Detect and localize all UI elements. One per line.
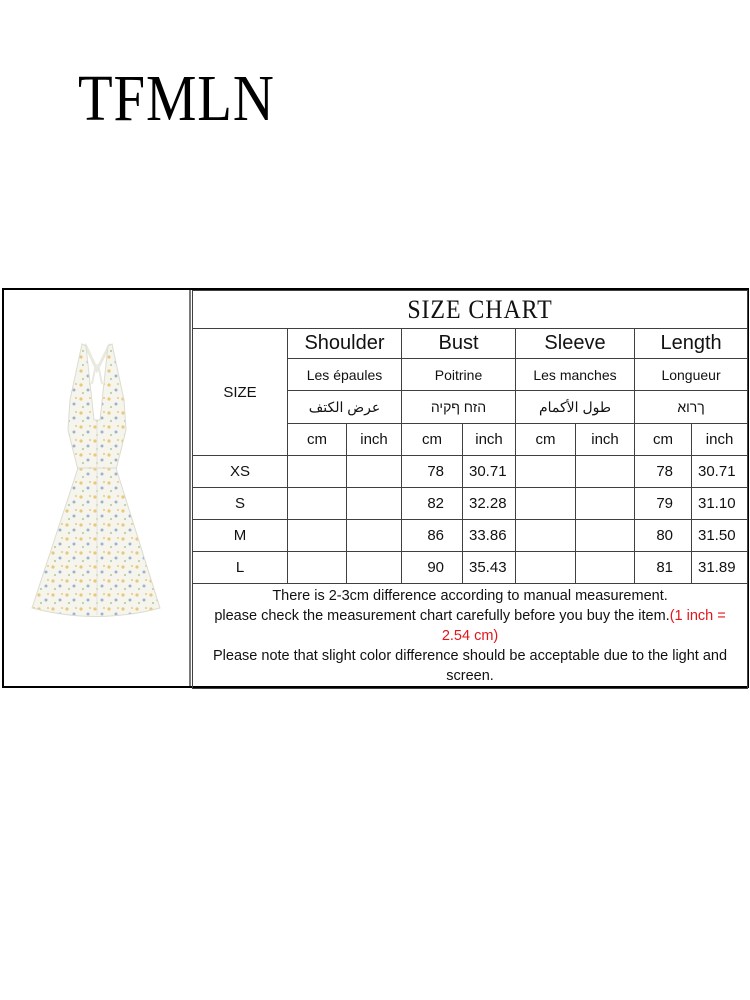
note-line-2: please check the measurement chart carefully before you buy the item.(1 inch = 2.54 cm) — [214, 608, 726, 644]
length-cm-cell: 80 — [635, 520, 692, 552]
header-shoulder: Shoulder — [288, 329, 402, 359]
bust-cm-cell: 82 — [402, 488, 463, 520]
unit-inch: inch — [576, 424, 635, 456]
sleeve-cm-cell — [516, 488, 576, 520]
size-cell: S — [193, 488, 288, 520]
unit-cm: cm — [402, 424, 463, 456]
header-sleeve-local: طول الأكمام — [516, 391, 635, 424]
bust-inch-cell: 32.28 — [463, 488, 516, 520]
header-shoulder-fr: Les épaules — [288, 359, 402, 391]
bust-cm-cell: 78 — [402, 456, 463, 488]
header-bust-fr: Poitrine — [402, 359, 516, 391]
unit-inch: inch — [692, 424, 748, 456]
length-inch-cell: 31.50 — [692, 520, 748, 552]
header-bust: Bust — [402, 329, 516, 359]
header-sleeve-fr: Les manches — [516, 359, 635, 391]
dress-image — [22, 340, 172, 640]
sleeve-inch-cell — [576, 520, 635, 552]
bust-inch-cell: 35.43 — [463, 552, 516, 584]
shoulder-cm-cell — [288, 520, 347, 552]
shoulder-inch-cell — [347, 552, 402, 584]
header-length-local: ךרוא — [635, 391, 748, 424]
table-row — [193, 520, 748, 552]
conversion-note: (1 inch = 2.54 cm) — [441, 608, 726, 644]
shoulder-cm-cell — [288, 552, 347, 584]
length-cm-cell: 81 — [635, 552, 692, 584]
length-cm-cell: 78 — [635, 456, 692, 488]
sleeve-inch-cell — [576, 456, 635, 488]
sleeve-cm-cell — [516, 552, 576, 584]
header-length: Length — [635, 329, 748, 359]
brand-logo: TFMLN — [78, 62, 275, 135]
shoulder-cm-cell — [288, 488, 347, 520]
length-cm-cell: 79 — [635, 488, 692, 520]
unit-cm: cm — [516, 424, 576, 456]
header-sleeve: Sleeve — [516, 329, 635, 359]
bust-inch-cell: 33.86 — [463, 520, 516, 552]
size-cell: XS — [193, 456, 288, 488]
size-header: SIZE — [193, 329, 288, 456]
table-row — [193, 552, 748, 584]
size-cell: L — [193, 552, 288, 584]
sleeve-inch-cell — [576, 488, 635, 520]
unit-inch: inch — [463, 424, 516, 456]
shoulder-inch-cell — [347, 456, 402, 488]
measurement-notes — [193, 584, 748, 689]
note-line-3: Please note that slight color difference should be acceptable due to the light and screen. — [213, 648, 728, 684]
bust-cm-cell: 86 — [402, 520, 463, 552]
length-inch-cell: 31.89 — [692, 552, 748, 584]
unit-cm: cm — [288, 424, 347, 456]
unit-inch: inch — [347, 424, 402, 456]
table-row — [193, 488, 748, 520]
bust-cm-cell: 90 — [402, 552, 463, 584]
bust-inch-cell: 30.71 — [463, 456, 516, 488]
table-row — [193, 456, 748, 488]
size-chart-table — [192, 290, 748, 689]
size-chart-title: SIZE CHART — [193, 291, 748, 329]
length-inch-cell: 31.10 — [692, 488, 748, 520]
shoulder-cm-cell — [288, 456, 347, 488]
sleeve-cm-cell — [516, 520, 576, 552]
product-image-panel — [4, 290, 191, 686]
size-chart-frame — [2, 288, 749, 688]
header-length-fr: Longueur — [635, 359, 748, 391]
sleeve-inch-cell — [576, 552, 635, 584]
unit-cm: cm — [635, 424, 692, 456]
note-line-1: There is 2-3cm difference according to manual measurement. — [272, 588, 668, 604]
length-inch-cell: 30.71 — [692, 456, 748, 488]
header-shoulder-local: عرض الكتف — [288, 391, 402, 424]
sleeve-cm-cell — [516, 456, 576, 488]
header-bust-local: הזח ףקיה — [402, 391, 516, 424]
shoulder-inch-cell — [347, 488, 402, 520]
shoulder-inch-cell — [347, 520, 402, 552]
size-cell: M — [193, 520, 288, 552]
